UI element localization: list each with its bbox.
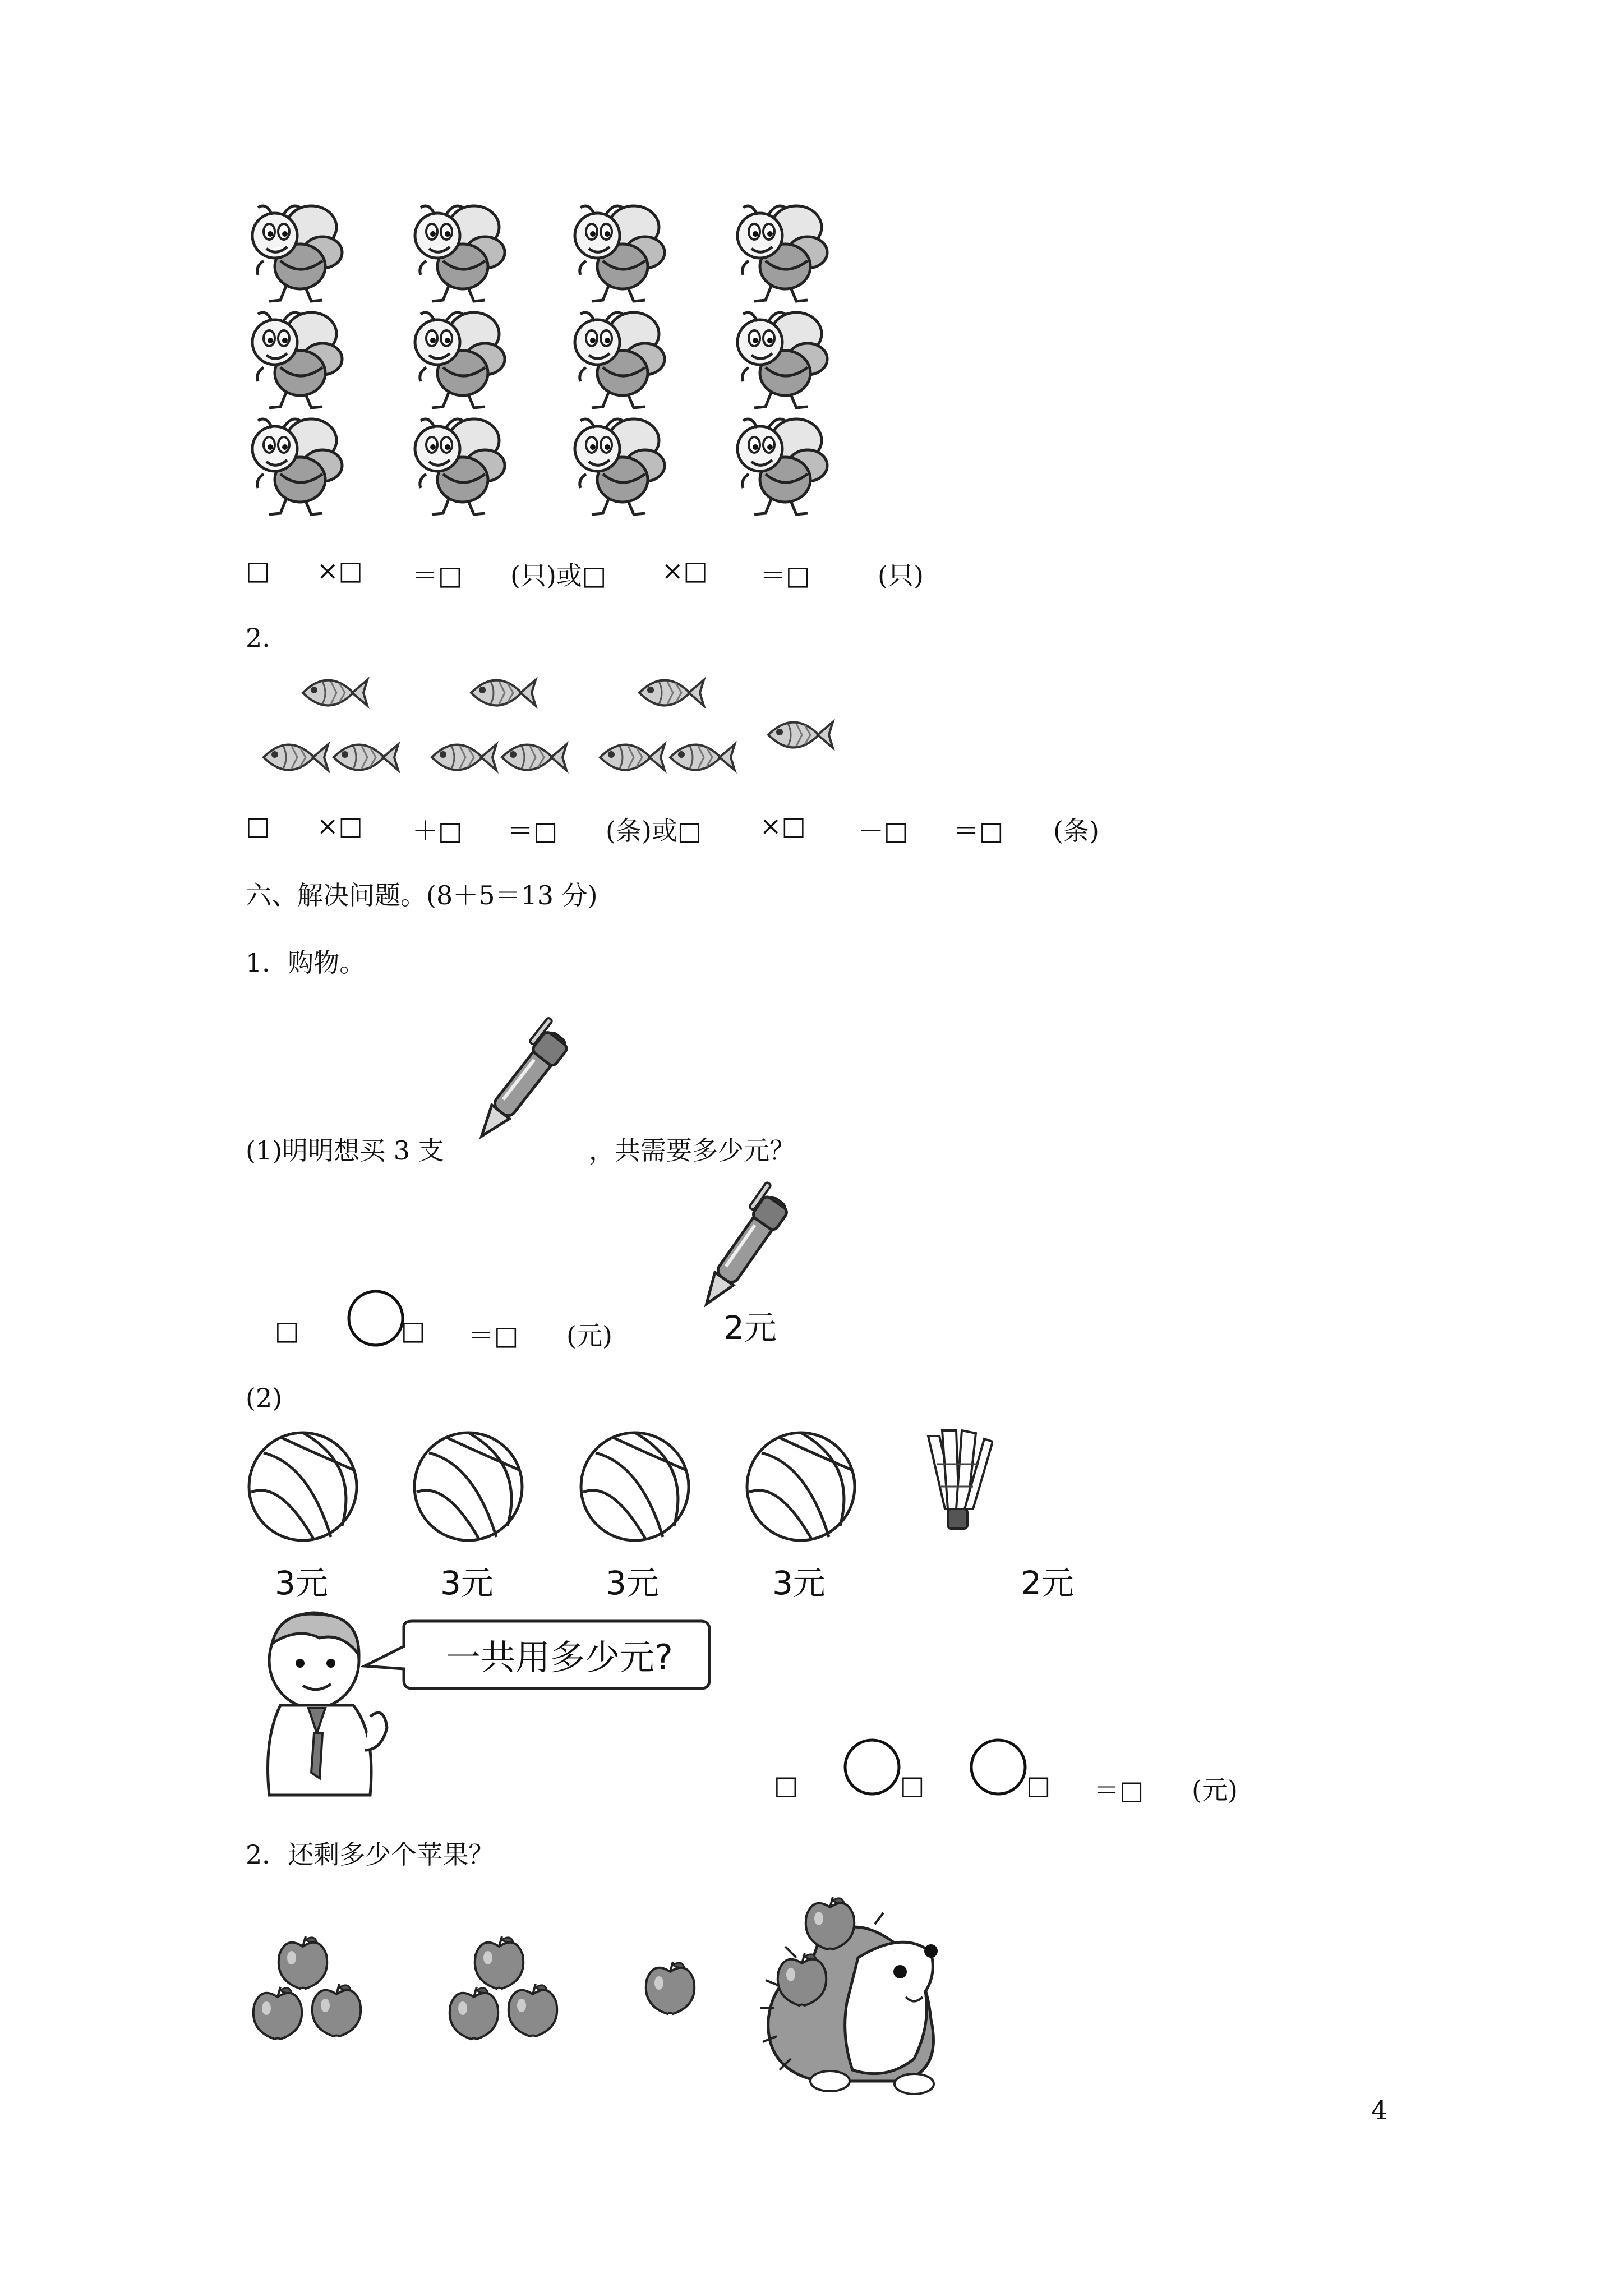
q1-part2-label: (2)	[246, 1383, 283, 1413]
minus-blank[interactable]: －□	[858, 816, 909, 846]
equals-blank[interactable]: ＝□	[508, 816, 558, 846]
fish-illustrations	[247, 665, 847, 788]
ball-price: 3元	[606, 1564, 659, 1602]
blank-box[interactable]: □	[1026, 1770, 1051, 1800]
unit-label: (元)	[566, 1320, 612, 1351]
q1-part1-prefix: (1)明明想买 3 支	[246, 1135, 444, 1166]
unit-label: (元)	[1192, 1775, 1238, 1805]
ball-price: 3元	[275, 1564, 328, 1602]
times-blank[interactable]: ×□	[317, 555, 363, 586]
q1-part1-suffix: ，共需要多少元？	[589, 1135, 795, 1166]
times-blank[interactable]: ×□	[760, 811, 806, 841]
equals-blank[interactable]: ＝□	[1094, 1775, 1144, 1805]
blank-box[interactable]: □	[401, 1315, 426, 1346]
blank-box[interactable]: □	[275, 1315, 299, 1346]
shuttle-price: 2元	[1021, 1564, 1074, 1602]
blank-box[interactable]: □	[246, 555, 270, 586]
equals-blank[interactable]: ＝□	[412, 560, 463, 591]
pen-icon	[465, 1004, 594, 1144]
operator-circle[interactable]	[345, 1287, 407, 1349]
equals-blank[interactable]: ＝□	[468, 1320, 519, 1351]
ball-price: 3元	[772, 1564, 826, 1602]
pen-icon	[687, 1170, 816, 1310]
apple-illustrations	[247, 1890, 1004, 2115]
blank-box[interactable]: □	[246, 811, 270, 841]
basketball-illustrations	[247, 1428, 993, 1551]
page-number: 4	[1371, 2095, 1388, 2125]
ball-price: 3元	[440, 1564, 494, 1602]
question-number-2: 2.	[246, 623, 270, 653]
section-6-heading: 六、解决问题。(8＋5＝13 分)	[246, 880, 598, 910]
question-2-title: 2．还剩多少个苹果？	[246, 1839, 495, 1870]
plus-blank[interactable]: ＋□	[412, 816, 463, 846]
unit-or-blank[interactable]: (只)或□	[510, 560, 607, 591]
blank-box[interactable]: □	[900, 1770, 925, 1800]
speech-bubble-text: 一共用多少元?	[446, 1637, 673, 1678]
operator-circle[interactable]	[967, 1736, 1029, 1798]
operator-circle[interactable]	[841, 1736, 903, 1798]
pen-price: 2元	[723, 1309, 777, 1347]
equals-blank[interactable]: ＝□	[953, 816, 1004, 846]
equals-blank[interactable]: ＝□	[760, 560, 810, 591]
unit-label: (只)	[878, 560, 924, 591]
unit-or-blank[interactable]: (条)或□	[606, 816, 702, 846]
blank-box[interactable]: □	[774, 1770, 799, 1800]
times-blank[interactable]: ×□	[317, 811, 363, 841]
unit-label: (条)	[1053, 816, 1099, 846]
bee-illustrations	[241, 202, 869, 527]
times-blank[interactable]: ×□	[662, 555, 708, 586]
question-1-title: 1．购物。	[246, 947, 366, 978]
